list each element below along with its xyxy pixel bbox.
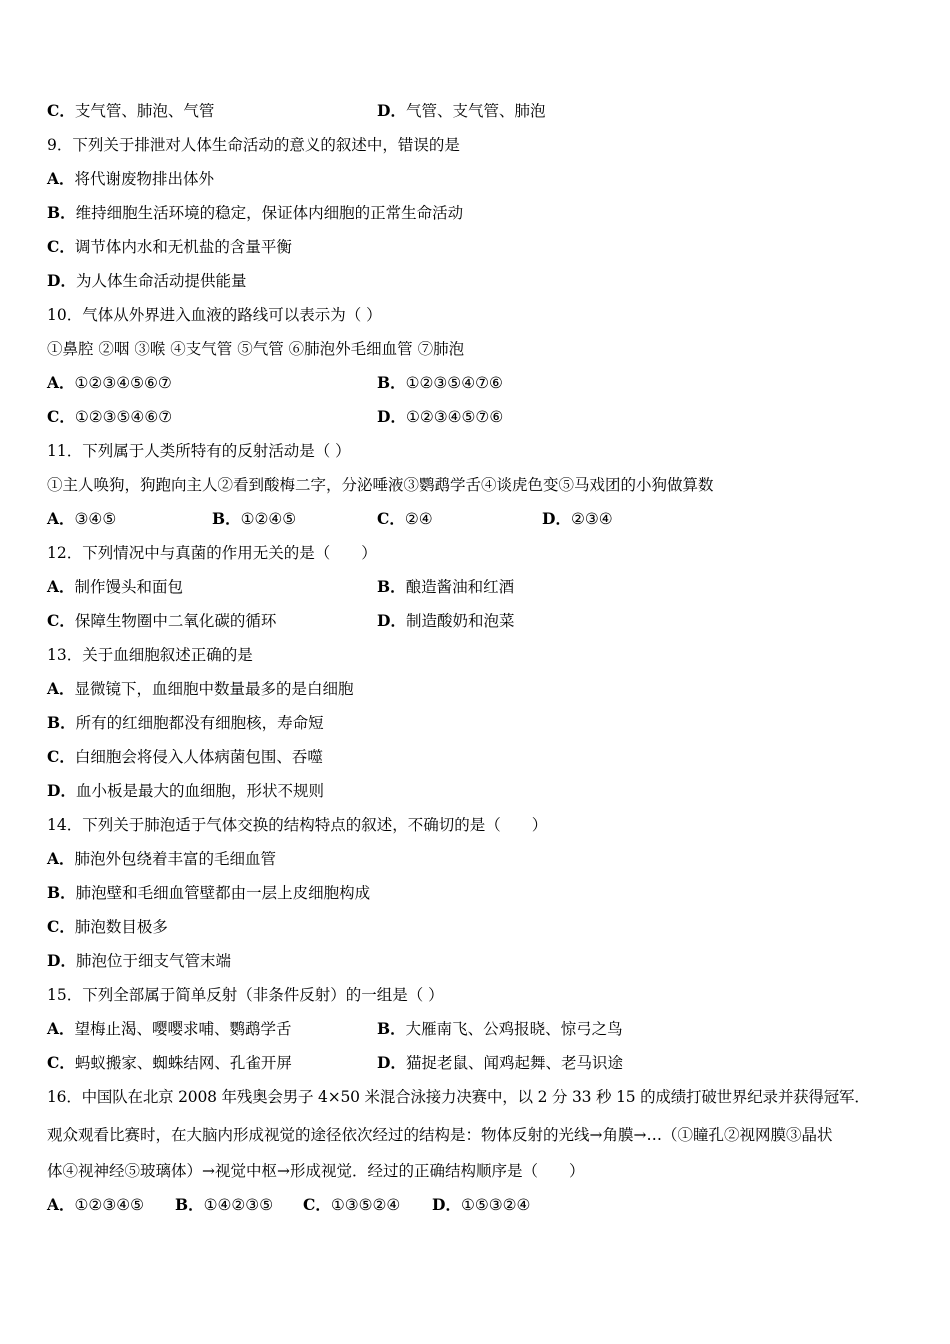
q15-option-b: B．大雁南飞、公鸡报晓、惊弓之鸟	[377, 1019, 623, 1038]
q9-option-a: A．将代谢废物排出体外	[47, 169, 215, 188]
q12-option-d: D．制造酸奶和泡菜	[377, 611, 515, 630]
option-c: C．支气管、肺泡、气管	[47, 101, 215, 120]
option-d: D．气管、支气管、肺泡	[377, 101, 546, 120]
q11-option-c: C．②④	[377, 509, 433, 528]
q14-option-a: A．肺泡外包绕着丰富的毛细血管	[47, 849, 277, 868]
q10-stem: 10．气体从外界进入血液的路线可以表示为（ ）	[47, 306, 382, 324]
q13-option-b: B．所有的红细胞都没有细胞核，寿命短	[47, 713, 324, 732]
q13-option-c: C．白细胞会将侵入人体病菌包围、吞噬	[47, 747, 323, 766]
q15-option-d: D．猫捉老鼠、闻鸡起舞、老马识途	[377, 1053, 623, 1072]
q10-option-b: B．①②③⑤④⑦⑥	[377, 373, 503, 392]
q12-option-b: B．酿造酱油和红酒	[377, 577, 515, 596]
q11-stem: 11．下列属于人类所特有的反射活动是（ ）	[47, 442, 351, 460]
q11-option-b: B．①②④⑤	[212, 509, 297, 528]
q10-option-a: A．①②③④⑤⑥⑦	[47, 373, 172, 392]
q15-option-c: C．蚂蚁搬家、蜘蛛结网、孔雀开屏	[47, 1053, 292, 1072]
q9-option-b: B．维持细胞生活环境的稳定，保证体内细胞的正常生命活动	[47, 203, 464, 222]
q14-option-c: C．肺泡数目极多	[47, 917, 168, 936]
q16-option-a: A．①②③④⑤	[47, 1195, 145, 1214]
q16-option-b: B．①④②③⑤	[175, 1195, 274, 1214]
q10-option-c: C．①②③⑤④⑥⑦	[47, 407, 173, 426]
q15-option-a: A．望梅止渴、嘤嘤求哺、鹦鹉学舌	[47, 1019, 292, 1038]
q14-stem: 14．下列关于肺泡适于气体交换的结构特点的叙述，不确切的是（ ）	[47, 816, 548, 834]
q11-option-a: A．③④⑤	[47, 509, 117, 528]
q16-stem-line-2: 观众观看比赛时，在大脑内形成视觉的途径依次经过的结构是：物体反射的光线→角膜→…（①瞳孔②视网膜③晶状	[47, 1126, 833, 1144]
q10-info: ①鼻腔 ②咽 ③喉 ④支气管 ⑤气管 ⑥肺泡外毛细血管 ⑦肺泡	[47, 340, 465, 358]
q9-stem: 9．下列关于排泄对人体生命活动的意义的叙述中，错误的是	[47, 136, 460, 154]
q14-option-d: D．肺泡位于细支气管末端	[47, 951, 231, 970]
q16-option-d: D．①⑤③②④	[432, 1195, 531, 1214]
q13-option-d: D．血小板是最大的血细胞，形状不规则	[47, 781, 324, 800]
q11-option-d: D．②③④	[542, 509, 613, 528]
q13-stem: 13．关于血细胞叙述正确的是	[47, 646, 253, 664]
q13-option-a: A．显微镜下，血细胞中数量最多的是白细胞	[47, 679, 354, 698]
q12-stem: 12．下列情况中与真菌的作用无关的是（ ）	[47, 544, 377, 562]
q15-stem: 15．下列全部属于简单反射（非条件反射）的一组是（ ）	[47, 986, 444, 1004]
q9-option-c: C．调节体内水和无机盐的含量平衡	[47, 237, 292, 256]
q11-info: ①主人唤狗，狗跑向主人②看到酸梅二字，分泌唾液③鹦鹉学舌④谈虎色变⑤马戏团的小狗做算数	[47, 476, 714, 494]
q14-option-b: B．肺泡壁和毛细血管壁都由一层上皮细胞构成	[47, 883, 371, 902]
q16-stem-line-3: 体④视神经⑤玻璃体）→视觉中枢→形成视觉．经过的正确结构顺序是（ ）	[47, 1162, 585, 1180]
q16-option-c: C．①③⑤②④	[303, 1195, 401, 1214]
q9-option-d: D．为人体生命活动提供能量	[47, 271, 247, 290]
q10-option-d: D．①②③④⑤⑦⑥	[377, 407, 504, 426]
q12-option-a: A．制作馒头和面包	[47, 577, 184, 596]
q16-stem-line-1: 16．中国队在北京 2008 年残奥会男子 4×50 米混合泳接力决赛中，以 2 分 33 秒 15 的成绩打破世界纪录并获得冠军．	[47, 1088, 870, 1106]
q12-option-c: C．保障生物圈中二氧化碳的循环	[47, 611, 277, 630]
